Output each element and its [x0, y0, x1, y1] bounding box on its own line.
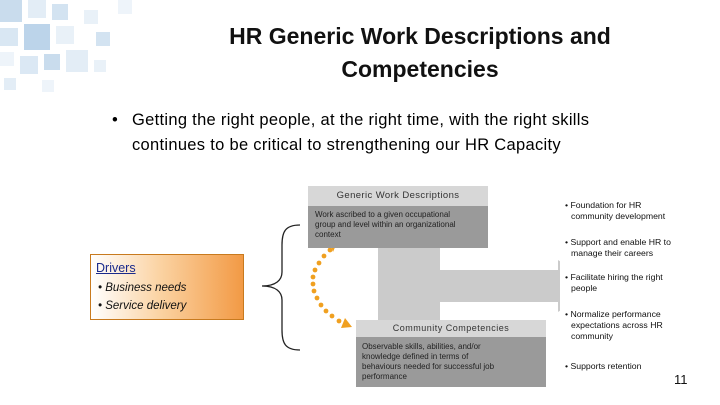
- drivers-box: [90, 254, 244, 320]
- page-number: 11: [674, 372, 688, 387]
- outcome-line: • Supports retention: [565, 361, 642, 371]
- competencies-line: knowledge defined in terms of: [362, 352, 469, 361]
- bullet-dot: •: [112, 111, 118, 129]
- outcome-line: people: [571, 283, 598, 293]
- competencies-line: performance: [362, 372, 407, 381]
- competencies-header: Community Competencies: [356, 320, 546, 337]
- generic-work-line: Work ascribed to a given occupational: [315, 210, 451, 219]
- generic-work-header: Generic Work Descriptions: [308, 186, 488, 206]
- outcome-line: manage their careers: [571, 248, 654, 258]
- slide-title-line-1: HR Generic Work Descriptions and: [229, 23, 611, 49]
- outcome-foundation: [565, 200, 695, 222]
- drivers-item-business-needs: • Business needs: [98, 282, 187, 294]
- outcome-normalize-performance: [565, 309, 695, 342]
- slide-title-line-2: Competencies: [341, 56, 499, 82]
- outcome-line: • Facilitate hiring the right: [565, 272, 663, 282]
- competencies-line: Observable skills, abilities, and/or: [362, 342, 481, 351]
- curly-brace: [262, 225, 300, 350]
- generic-work-line: group and level within an organizational: [315, 220, 456, 229]
- outcome-line: expectations across HR: [571, 320, 663, 330]
- drivers-item-service-delivery: • Service delivery: [98, 300, 187, 312]
- outcome-line: • Support and enable HR to: [565, 237, 671, 247]
- outcome-line: • Foundation for HR: [565, 200, 642, 210]
- outcome-support-careers: [565, 237, 695, 259]
- generic-work-description: [315, 210, 485, 240]
- outcome-line: community development: [571, 211, 666, 221]
- competencies-line: behaviours needed for successful job: [362, 362, 495, 371]
- outcome-facilitate-hiring: [565, 272, 695, 294]
- bullet-text-line-2: continues to be critical to strengthening our HR Capacity: [132, 136, 561, 154]
- bullet-text-line-1: Getting the right people, at the right time, with the right skills: [132, 111, 590, 129]
- competencies-description: [362, 342, 542, 382]
- drivers-title: Drivers: [96, 261, 136, 275]
- outcome-supports-retention: [565, 361, 695, 372]
- generic-work-line: context: [315, 230, 341, 239]
- outcome-line: • Normalize performance: [565, 309, 661, 319]
- dotted-arc-arrow: [311, 243, 352, 328]
- outcome-line: community: [571, 331, 613, 341]
